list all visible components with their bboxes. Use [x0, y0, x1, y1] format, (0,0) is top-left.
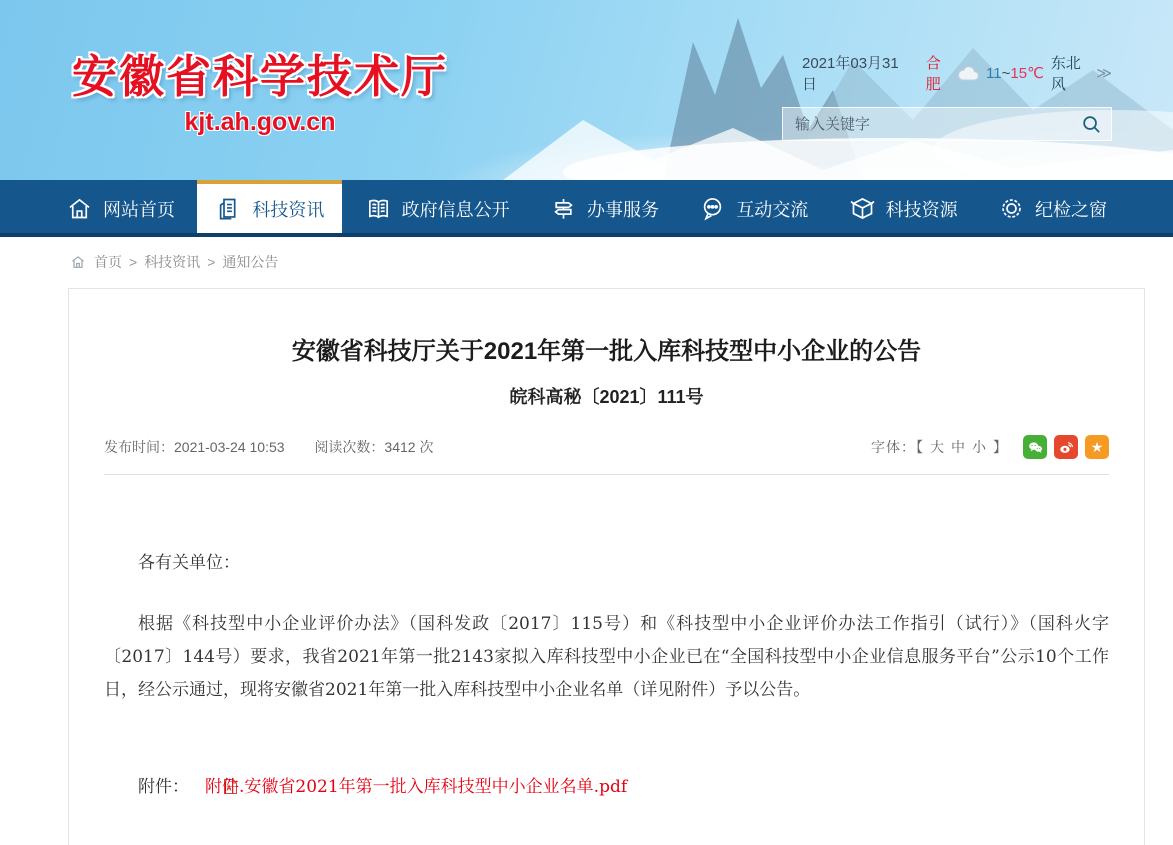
site-url: kjt.ah.gov.cn	[184, 108, 336, 136]
date-weather-bar	[782, 52, 1112, 94]
home-icon	[66, 195, 93, 222]
publish-time: 发布时间：2021-03-24 10:53	[104, 439, 285, 455]
nav-item-label: 互动交流	[736, 199, 809, 220]
chat-bubble-icon	[699, 195, 726, 222]
site-header	[0, 0, 1173, 180]
salutation: 各有关单位：	[138, 553, 240, 573]
breadcrumb: 首页 > 科技资讯 > 通知公告	[0, 237, 1173, 283]
search-input[interactable]	[783, 108, 1071, 140]
nav-item-label: 科技资讯	[252, 199, 325, 220]
search-box	[782, 107, 1112, 141]
view-count: 阅读次数：3412 次	[314, 439, 434, 455]
document-number: 皖科高秘〔2021〕111号	[509, 387, 704, 407]
font-size-control: 字体：【 大 中 小 】	[871, 439, 1008, 455]
article-body	[104, 547, 1109, 804]
nav-item-tech-news[interactable]	[197, 180, 342, 233]
site-logo[interactable]	[72, 40, 448, 137]
attachment-label: 附件：	[138, 777, 189, 797]
nav-item-label: 纪检之窗	[1034, 199, 1107, 220]
font-size-small-button[interactable]: 小	[972, 439, 987, 455]
nav-item-label: 办事服务	[586, 199, 659, 220]
breadcrumb-current: 通知公告	[222, 254, 279, 270]
site-name[interactable]: 安徽省科学技术厅	[72, 51, 449, 102]
nav-item-label: 政府信息公开	[401, 199, 510, 220]
font-size-medium-button[interactable]: 中	[951, 439, 966, 455]
nav-item-home[interactable]	[48, 180, 193, 233]
weather-more-link[interactable]: ≫	[1096, 65, 1113, 82]
breadcrumb-tech-news[interactable]: 科技资讯	[144, 254, 201, 270]
body-paragraph: 根据《科技型中小企业评价办法》（国科发政〔2017〕115号）和《科技型中小企业评价办法工作指引（试行）》（国科火字〔2017〕144号）要求，我省2021年第一批2143家拟入库科技型中小企业已在“全国科技型中小企业信息服务平台”公示10个工作日，经公示通过，现将安徽省2021年第一批入库科技型中小企业名单（详见附件）予以公告。	[104, 614, 1109, 700]
nav-item-discipline[interactable]	[980, 180, 1125, 233]
attachment-pdf-link[interactable]: 附件.安徽省2021年第一批入库科技型中小企业名单.pdf	[189, 777, 627, 797]
font-size-large-button[interactable]: 大	[930, 439, 945, 455]
breadcrumb-home-icon	[70, 254, 87, 270]
article-card	[68, 288, 1145, 845]
seal-badge-icon	[998, 195, 1025, 222]
weibo-share-icon[interactable]	[1054, 435, 1078, 459]
temp-low: 11	[986, 65, 1002, 82]
nav-item-services[interactable]	[532, 180, 677, 233]
nav-item-interaction[interactable]	[681, 180, 826, 233]
weather-temp: 11~15℃	[986, 65, 1044, 82]
favorite-star-icon[interactable]: ★	[1085, 435, 1109, 459]
news-document-icon	[215, 195, 242, 222]
article-title: 安徽省科技厅关于2021年第一批入库科技型中小企业的公告	[291, 338, 922, 365]
open-book-icon	[365, 195, 392, 222]
nav-item-label: 科技资源	[885, 199, 958, 220]
wind-direction: 东北风	[1050, 55, 1081, 93]
attachment-line	[104, 771, 1109, 804]
article-meta-right	[871, 435, 1109, 459]
pdf-icon	[189, 774, 204, 791]
nav-item-gov-info[interactable]	[347, 180, 528, 233]
search-icon[interactable]	[1071, 108, 1111, 140]
nav-item-resources[interactable]	[831, 180, 976, 233]
nav-item-label: 网站首页	[103, 199, 175, 220]
current-date: 2021年03月31日	[802, 55, 899, 93]
temp-high: 15℃	[1010, 65, 1044, 82]
weather-city: 合肥	[925, 55, 941, 93]
article-meta-row	[104, 435, 1109, 475]
article-meta-left	[104, 437, 459, 457]
weather-cloud-icon	[956, 63, 982, 83]
header-right	[782, 52, 1112, 141]
resource-box-icon	[849, 195, 876, 222]
wechat-share-icon[interactable]	[1023, 435, 1047, 459]
main-nav	[0, 180, 1173, 237]
signpost-icon	[550, 195, 577, 222]
breadcrumb-home[interactable]: 首页	[94, 254, 122, 270]
